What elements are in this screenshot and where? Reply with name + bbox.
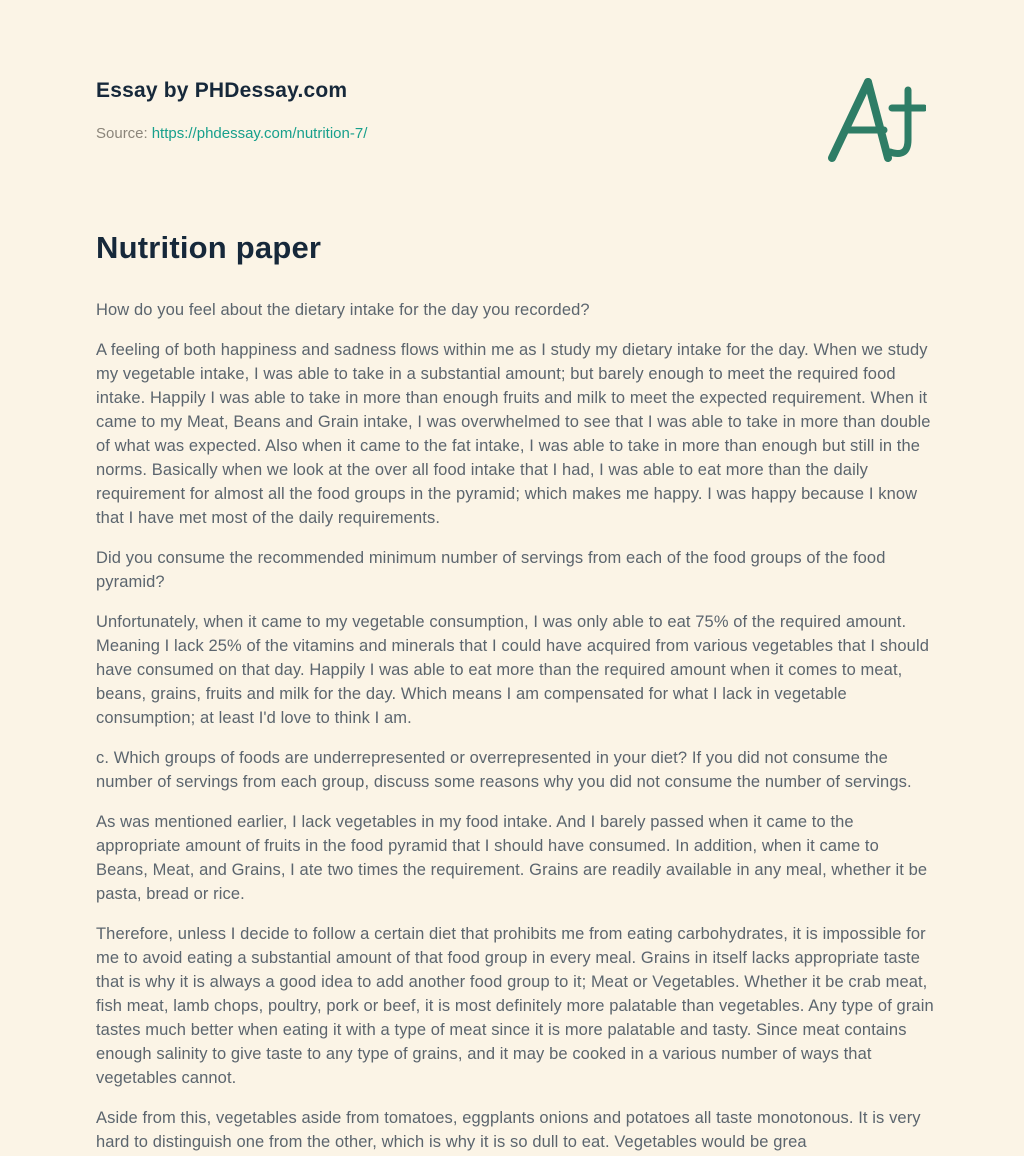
byline: Essay by PHDessay.com	[96, 79, 348, 102]
a-plus-logo-icon	[824, 72, 926, 168]
source-url-link[interactable]: https://phdessay.com/nutrition-7/	[151, 125, 368, 142]
source-line	[96, 124, 932, 144]
page-title: Nutrition paper	[96, 230, 322, 265]
essay-paragraph: A feeling of both happiness and sadness flows within me as I study my dietary intake for the day. When we study my vegetable intake, I was able to take in a substantial amount; but barely enough to meet the required food intake. Happily I was able to take in more than enough fruits and milk to meet the expected requirement. When it came to my Meat, Beans and Grain intake, I was overwhelmed to see that I was able to take in more than double of what was expected. Also when it came to the fat intake, I was able to take in more than enough but still in the norms. Basically when we look at the over all food intake that I had, I was able to eat more than the daily requirement for almost all the food groups in the pyramid; which makes me happy. I was happy because I know that I have met most of the daily requirements.	[96, 341, 931, 527]
source-label: Source:	[96, 125, 148, 142]
essay-paragraph: Therefore, unless I decide to follow a certain diet that prohibits me from eating carbohydrates, it is impossible for me to avoid eating a substantial amount of that food group in every meal. Grains in itself lacks appropriate taste that is why it is always a good idea to add another food group to it; Meat or Vegetables. Whether it be crab meat, fish meat, lamb chops, poultry, pork or beef, it is most definitely more palatable than vegetables. Any type of grain tastes much better when eating it with a type of meat since it is more palatable and tasty. Since meat contains enough salinity to give taste to any type of grains, and it may be cooked in a various number of ways that vegetables cannot.	[96, 925, 934, 1087]
essay-paragraph: How do you feel about the dietary intake for the day you recorded?	[96, 301, 590, 319]
essay-paragraph: Aside from this, vegetables aside from tomatoes, eggplants onions and potatoes all taste monotonous. It is very hard to distinguish one from the other, which is why it is so dull to eat. Vegetables would be grea	[96, 1109, 921, 1151]
essay-paragraph: As was mentioned earlier, I lack vegetables in my food intake. And I barely passed when it came to the appropriate amount of fruits in the food pyramid that I should have consumed. In addition, when it came to Beans, Meat, and Grains, I ate two times the requirement. Grains are readily available in any meal, whether it be pasta, bread or rice.	[96, 813, 928, 903]
page-header	[96, 78, 932, 144]
essay-body	[96, 298, 934, 1154]
essay-paragraph: Did you consume the recommended minimum number of servings from each of the food groups of the food pyramid?	[96, 549, 886, 591]
essay-paragraph: Unfortunately, when it came to my vegetable consumption, I was only able to eat 75% of the required amount. Meaning I lack 25% of the vitamins and minerals that I could have acquired from various vegetables that I should have consumed on that day. Happily I was able to eat more than the required amount when it comes to meat, beans, grains, fruits and milk for the day. Which means I am compensated for what I lack in vegetable consumption; at least I'd love to think I am.	[96, 613, 929, 727]
essay-paragraph: c. Which groups of foods are underrepresented or overrepresented in your diet? If you did not consume the number of servings from each group, discuss some reasons why you did not consume the number of servings.	[96, 749, 912, 791]
